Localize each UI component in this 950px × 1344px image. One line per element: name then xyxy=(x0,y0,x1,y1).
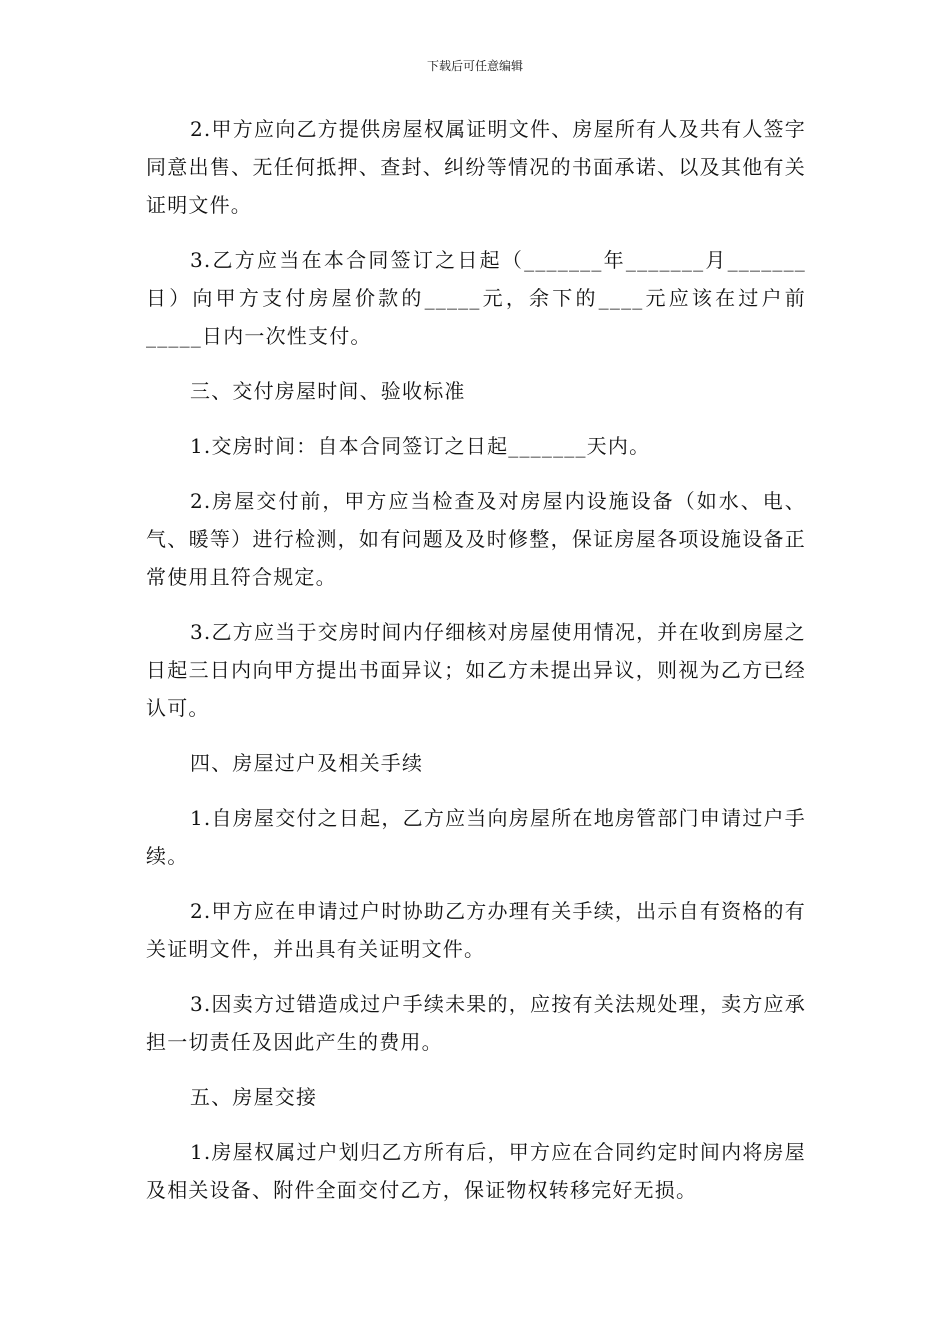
clause-3-1: 1.交房时间：自本合同签订之日起_______天内。 xyxy=(190,434,651,458)
section-heading-3: 三、交付房屋时间、验收标准 xyxy=(190,379,466,403)
clause-4-3: 3.因卖方过错造成过户手续未果的，应按有关法规处理，卖方应承担一切责任及因此产生的费用。 xyxy=(146,992,806,1054)
clause-3-3: 3.乙方应当于交房时间内仔细核对房屋使用情况，并在收到房屋之日起三日内向甲方提出书面异议；如乙方未提出异议，则视为乙方已经认可。 xyxy=(146,620,806,720)
page-header: 下载后可任意编辑 xyxy=(426,59,523,73)
clause-2-2: 2.甲方应向乙方提供房屋权属证明文件、房屋所有人及共有人签字同意出售、无任何抵押、查封、纠纷等情况的书面承诺、以及其他有关证明文件。 xyxy=(146,117,806,217)
section-heading-4: 四、房屋过户及相关手续 xyxy=(190,751,424,775)
document-body xyxy=(146,110,806,1226)
clause-3-2: 2.房屋交付前，甲方应当检查及对房屋内设施设备（如水、电、气、暖等）进行检测，如有问题及及时修整，保证房屋各项设施设备正常使用且符合规定。 xyxy=(146,489,806,589)
clause-5-1: 1.房屋权属过户划归乙方所有后，甲方应在合同约定时间内将房屋及相关设备、附件全面交付乙方，保证物权转移完好无损。 xyxy=(146,1140,806,1202)
section-heading-5: 五、房屋交接 xyxy=(190,1085,318,1109)
clause-4-1: 1.自房屋交付之日起，乙方应当向房屋所在地房管部门申请过户手续。 xyxy=(146,806,806,868)
clause-2-3: 3.乙方应当在本合同签订之日起（_______年_______月_______日）向甲方支付房屋价款的_____元，余下的____元应该在过户前_____日内一次性支付。 xyxy=(146,248,806,348)
clause-4-2: 2.甲方应在申请过户时协助乙方办理有关手续，出示自有资格的有关证明文件，并出具有关证明文件。 xyxy=(146,899,806,961)
